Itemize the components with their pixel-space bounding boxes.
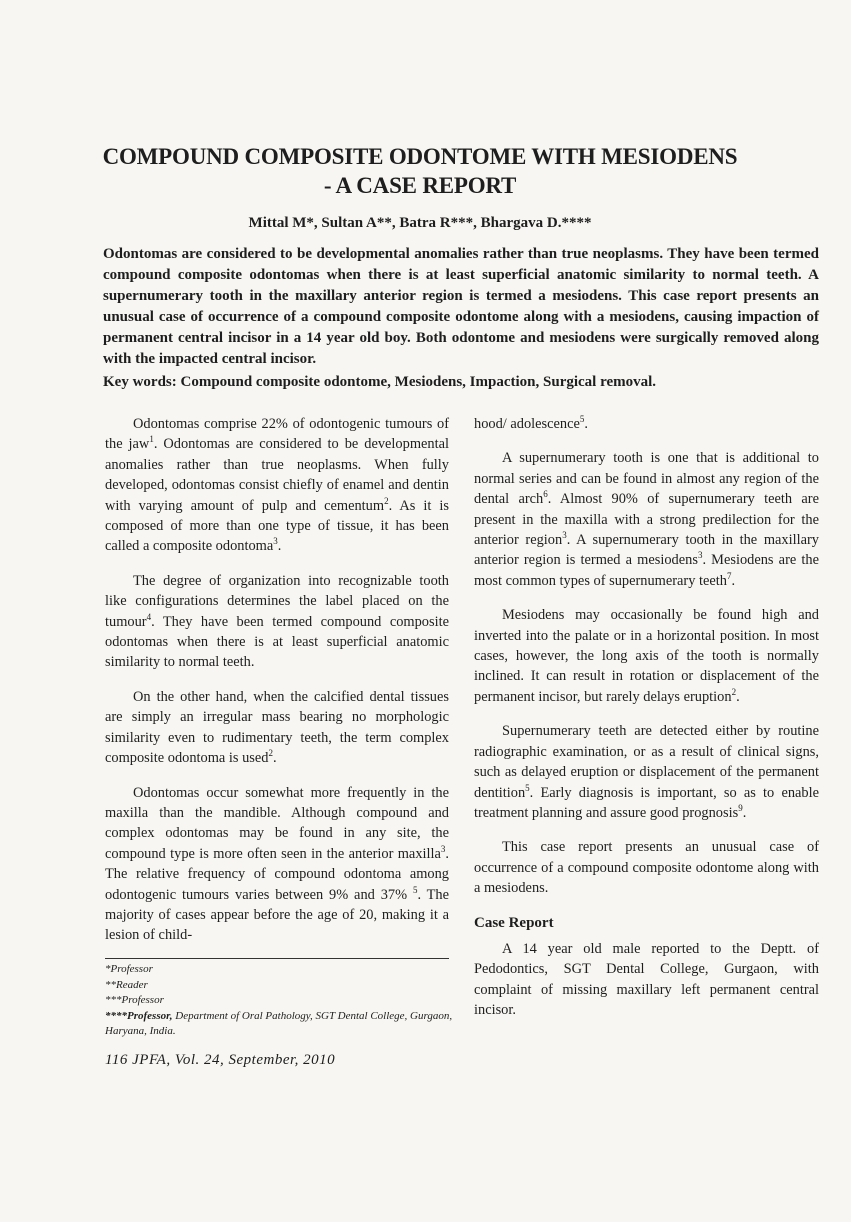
footnote: **Reader	[105, 978, 148, 991]
paragraph: This case report presents an unusual case of occurrence of a compound composite odontome along with a mesiodens.	[474, 839, 819, 897]
right-column	[474, 414, 819, 1035]
paragraph: On the other hand, when the calcified dental tissues are simply an irregular mass bearing no morphologic similarity even to rudimentary teeth, the term complex composite odontoma is used$^2$.	[105, 688, 449, 767]
paragraph: Supernumerary teeth are detected either by routine radiographic examination, or as a result of clinical signs, such as delayed eruption or displacement of the permanent dentition$^5$. Early diagnosis is important, so as to enable treatment planning and assure good prognosis$^9$.	[474, 723, 819, 821]
paragraph: Odontomas occur somewhat more frequently in the maxilla than the mandible. Although compound and complex odontomas may be found in any site, the compound type is more often seen in the anterior maxilla$^3$. The relative frequency of compound odontoma among odontogenic tumours varies between 9% and 37% $^5$. The majority of cases appear before the age of 20, making it a lesion of child-	[105, 784, 450, 944]
keywords: Key words: Compound composite odontome, Mesiodens, Impaction, Surgical removal.	[103, 374, 657, 390]
footnote: *Professor	[105, 963, 153, 975]
article-title: COMPOUND COMPOSITE ODONTOME WITH MESIODENS - A CASE REPORT	[102, 144, 738, 198]
paragraph: Mesiodens may occasionally be found high and inverted into the palate or in a horizontal position. In most cases, however, the long axis of the tooth is normally inclined. It can result in rotation or displacement of the permanent incisor, but rarely delays eruption$^2$.	[474, 607, 819, 705]
footnote: ***Professor	[105, 994, 164, 1006]
paragraph: A 14 year old male reported to the Deptt. of Pedodontics, SGT Dental College, Gurgaon, with complaint of missing maxillary left permanent central incisor.	[474, 940, 819, 1019]
page-footer: 116 JPFA, Vol. 24, September, 2010	[105, 1052, 336, 1068]
paragraph: A supernumerary tooth is one that is additional to normal series and can be found in almost any region of the dental arch$^6$. Almost 90% of supernumerary teeth are present in the maxilla with a strong predilection for the anterior region$^3$. A supernumerary tooth in the maxillary anterior region is termed a mesiodens$^3$. Mesiodens are the most common types of supernumerary teeth$^7$.	[474, 450, 819, 589]
author-list: Mittal M*, Sultan A**, Batra R***, Bhargava D.****	[248, 215, 592, 231]
abstract: Odontomas are considered to be developmental anomalies rather than true neoplasms. They have been termed compound composite odontomas when there is at least superficial anatomic similarity to normal teeth. A supernumerary tooth in the maxillary anterior region is termed a mesiodens. This case report presents an unusual case of occurrence of a compound composite odontome along with a mesiodens, causing impaction of permanent central incisor in a 14 year old boy. Both odontome and mesiodens were surgically removed along with the impacted central incisor.	[103, 246, 819, 367]
footnote: ****Professor, Department of Oral Pathology, SGT Dental College, Gurgaon, Haryana, India.	[105, 1009, 453, 1037]
left-column	[105, 414, 449, 960]
footnotes	[105, 962, 455, 1040]
section-heading: Case Report	[474, 914, 554, 931]
paragraph: The degree of organization into recognizable tooth like configurations determines the label placed on the tumour$^4$. They have been termed compound composite odontomas when there is at least superficial anatomic similarity to normal teeth.	[105, 572, 449, 671]
paragraph: hood/ adolescence$^5$.	[474, 414, 588, 432]
footnote-divider	[105, 958, 449, 959]
paragraph: Odontomas comprise 22% of odontogenic tumours of the jaw$^1$. Odontomas are considered to be developmental anomalies rather than true neoplasms. When fully developed, odontomas consist chiefly of enamel and dentin with varying amount of pulp and cementum$^2$. As it is composed of more than one type of tissue, it has been called a composite odontoma$^3$.	[105, 416, 449, 555]
